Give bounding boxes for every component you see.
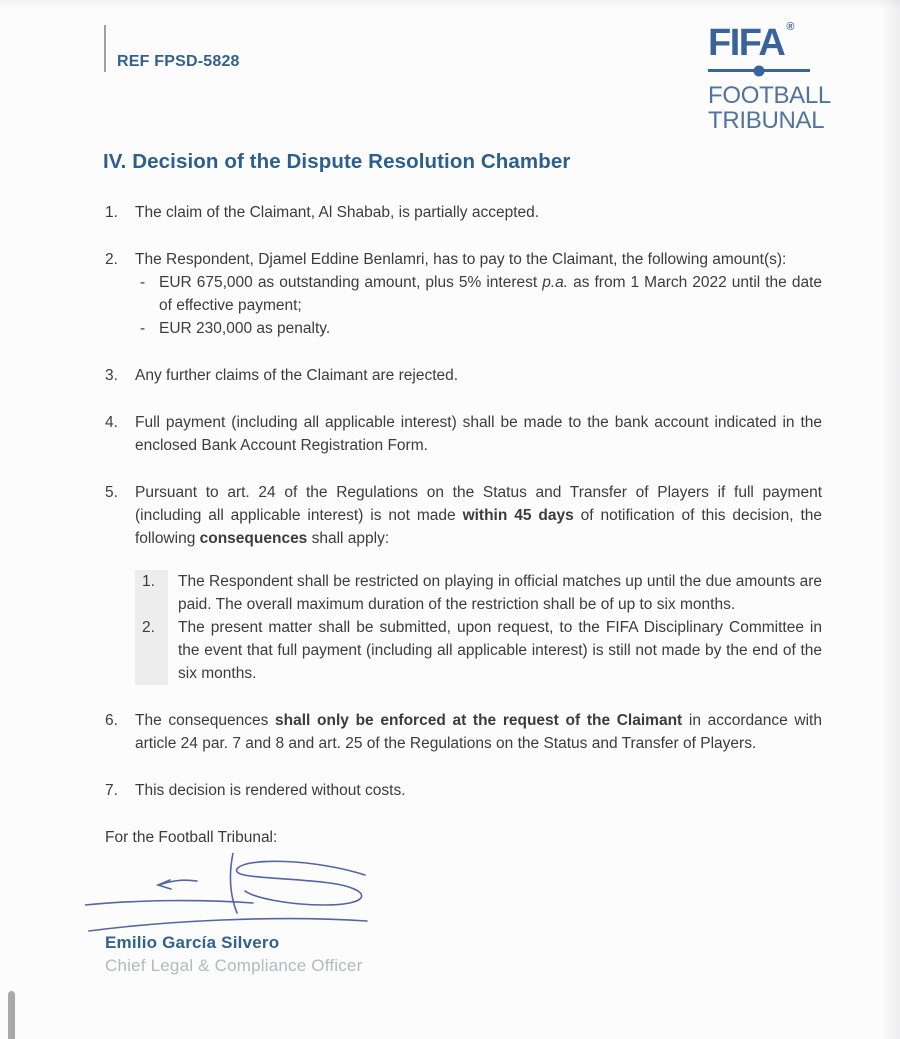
- fifa-wordmark: [708, 21, 820, 64]
- item-text: The Respondent, Djamel Eddine Benlamri, has to pay to the Claimant, the following amount(s):: [135, 251, 787, 268]
- sub-item-text: The Respondent shall be restricted on playing in official matches up until the due amounts are paid. The overall maximum duration of the restriction shall be of up to six months.: [178, 573, 822, 613]
- list-item-5: [105, 481, 822, 685]
- item-text: This decision is rendered without costs.: [135, 782, 406, 799]
- list-item-4: [105, 411, 822, 457]
- item-number: 7.: [105, 782, 118, 799]
- fifa-football-tribunal-logo: [708, 21, 831, 134]
- consequences-sublist: [135, 570, 822, 685]
- logo-divider-line: [708, 69, 810, 72]
- sub-item-1: [135, 570, 822, 616]
- dash-bullet-text: EUR 230,000 as penalty.: [159, 320, 331, 337]
- dash-bullet-text: EUR 675,000 as outstanding amount, plus 5% interest p.a. as from 1 March 2022 until the date of effective payment;: [159, 274, 822, 314]
- dash-bullet-2: [135, 317, 822, 340]
- logo-subtitle-line2: TRIBUNAL: [708, 107, 825, 134]
- registered-trademark-symbol: ®: [786, 21, 795, 33]
- item-number: 3.: [105, 367, 118, 384]
- page-edge-shadow: [880, 0, 900, 1039]
- list-item-7: [105, 779, 822, 802]
- dash-marker: -: [140, 274, 146, 291]
- list-item-6: [105, 709, 822, 755]
- sub-item-2: [135, 616, 822, 685]
- item-text: Pursuant to art. 24 of the Regulations on the Status and Transfer of Players if full payment (including all applicable interest) is not made within 45 days of notification of this decision, the following consequences shall apply:: [135, 484, 823, 547]
- logo-subtitle-line1: FOOTBALL: [708, 82, 831, 109]
- logo-center-dot: [754, 65, 765, 76]
- item-number: 2.: [105, 251, 118, 268]
- sub-item-number: 1.: [135, 570, 168, 616]
- for-tribunal-line: For the Football Tribunal:: [105, 829, 278, 846]
- sub-item-number: 2.: [135, 616, 168, 685]
- item-text: The claim of the Claimant, Al Shabab, is partially accepted.: [135, 204, 540, 221]
- dash-marker: -: [140, 320, 146, 337]
- signatory-name: Emilio García Silvero: [105, 933, 280, 952]
- section-heading: IV. Decision of the Dispute Resolution Chamber: [103, 150, 571, 173]
- item-number: 5.: [105, 484, 118, 501]
- logo-subtitle: [708, 82, 831, 134]
- signature: [85, 853, 385, 948]
- fifa-wordmark-text: FIFA: [708, 22, 785, 64]
- left-edge-bar: [8, 991, 15, 1039]
- sub-item-text: The present matter shall be submitted, upon request, to the FIFA Disciplinary Committee in the event that full payment (including all applicable interest) is still not made by the end of the six months.: [178, 619, 822, 682]
- list-item-1: [105, 201, 822, 224]
- item-number: 4.: [105, 414, 118, 431]
- reference-number: REF FPSD-5828: [117, 53, 240, 70]
- list-item-3: [105, 364, 822, 387]
- list-item-2: [105, 248, 822, 340]
- item-text: Any further claims of the Claimant are rejected.: [135, 367, 459, 384]
- page-top-shadow: [0, 0, 900, 10]
- item-text: The consequences shall only be enforced at the request of the Claimant in accordance with article 24 par. 7 and 8 and art. 25 of the Regulations on the Status and Transfer of Players.: [135, 712, 822, 752]
- signature-area: [105, 849, 822, 933]
- ref-vertical-rule: [104, 25, 106, 72]
- item-number: 6.: [105, 712, 118, 729]
- document-body: [105, 150, 822, 976]
- item-text: Full payment (including all applicable interest) shall be made to the bank account indicated in the enclosed Bank Account Registration Form.: [135, 414, 822, 454]
- signatory-title: Chief Legal & Compliance Officer: [105, 956, 363, 975]
- item-number: 1.: [105, 204, 118, 221]
- dash-bullet-1: [135, 271, 822, 317]
